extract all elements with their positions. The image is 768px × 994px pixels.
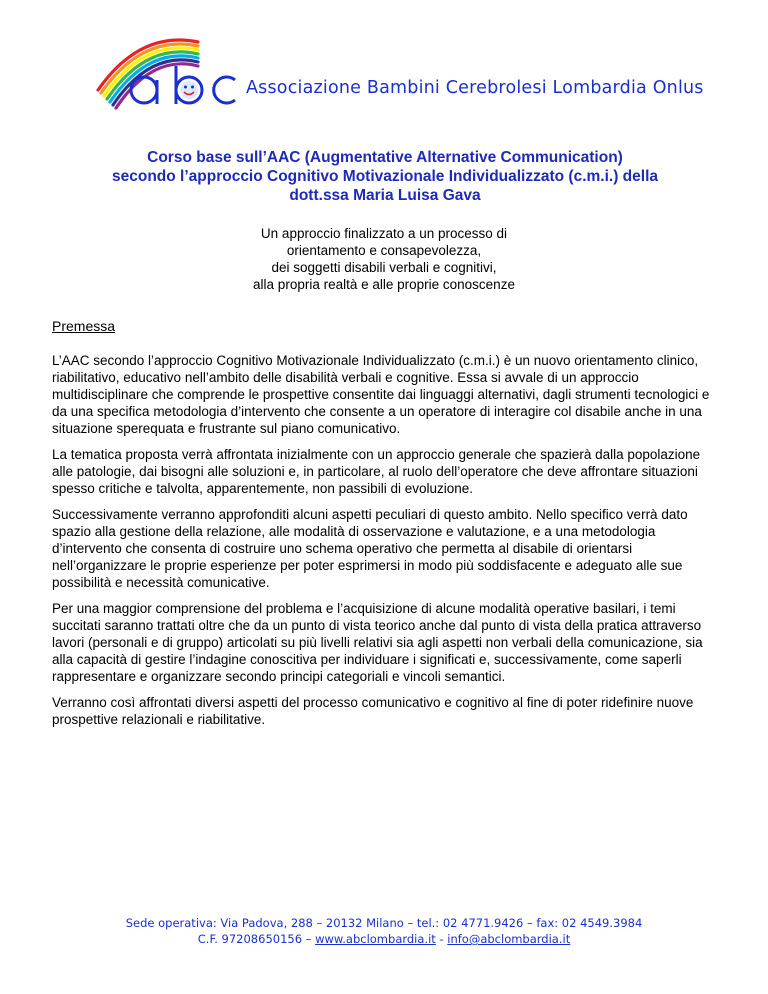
paragraph: L’AAC secondo l’approccio Cognitivo Motivazionale Individualizzato (c.m.i.) è un nuovo orientamento clinico, riabilitativo, educativo nell’ambito delle disabilità verbali e cognitive. Essa si avvale di un approccio multidisciplinare che comprende le prospettive consentite dai linguaggi alternativi, dagli strumenti tecnologici e da una specifica metodologia d’intervento che consente a un operatore di interagire col disabile anche in una situazione sperequata e frustrante sul piano comunicativo. bbox=[52, 353, 710, 436]
footer-address: Sede operativa: Via Padova, 288 – 20132 Milano – tel.: 02 4771.9426 – fax: 02 4549.3984 bbox=[125, 916, 643, 930]
footer-contacts bbox=[0, 931, 768, 947]
subtitle-line: orientamento e consapevolezza, bbox=[286, 243, 482, 258]
paragraph: La tematica proposta verrà affrontata inizialmente con un approccio generale che spazierà dalla popolazione alle patologie, dai bisogni alle soluzioni e, in particolare, al ruolo dell’operatore che deve affrontare situazioni spesso critiche e talvolta, apparentemente, non passibili di evoluzione. bbox=[52, 447, 701, 496]
paragraph: Verranno così affrontati diversi aspetti del processo comunicativo e cognitivo al fine di poter ridefinire nuove prospettive relazionali e riabilitative. bbox=[52, 695, 694, 727]
letterhead bbox=[90, 32, 730, 112]
smiley-face-icon bbox=[180, 81, 198, 99]
subtitle-line: dei soggetti disabili verbali e cognitivi, bbox=[271, 260, 497, 275]
paragraph: Per una maggior comprensione del problema e l’acquisizione di alcune modalità operative basilari, i temi succitati saranno trattati oltre che da un punto di vista teorico anche dal punto di vista della pratica attraverso lavori (personali e di gruppo) articolati su più livelli relativi sia agli aspetti non verbali della comunicazione, sia alla capacità di gestire l’indagine conoscitiva per individuare i significati e, successivamente, come saperli rappresentare e organizzare secondo principi categoriali e vincoli semantici. bbox=[52, 601, 703, 684]
title-line: Corso base sull’AAC (Augmentative Alternative Communication) bbox=[147, 149, 623, 166]
fiscal-code: C.F. 97208650156 – bbox=[197, 932, 316, 946]
rainbow-arc bbox=[98, 40, 198, 108]
title-line: dott.ssa Maria Luisa Gava bbox=[289, 187, 481, 204]
document-subtitle bbox=[184, 225, 584, 293]
footer-separator: - bbox=[435, 932, 448, 946]
document-title bbox=[60, 148, 710, 205]
title-line: secondo l’approccio Cognitivo Motivazionale Individualizzato (c.m.i.) della bbox=[111, 168, 658, 185]
section-heading: Premessa bbox=[52, 318, 116, 334]
email-link[interactable]: info@abclombardia.it bbox=[447, 932, 571, 946]
paragraph: Successivamente verranno approfonditi alcuni aspetti peculiari di questo ambito. Nello specifico verrà dato spazio alla gestione della relazione, alle modalità di osservazione e valutazione, e a una metodologia d’intervento che consenta di costruire uno schema operativo che permetta al disabile di orientarsi nell’organizzare le proprie esperienze per poter esprimersi in modo più soddisfacente e adeguato alle sue possibilità e necessità comunicative. bbox=[52, 507, 688, 590]
abc-rainbow-logo bbox=[90, 32, 250, 112]
body-text bbox=[52, 352, 718, 737]
association-name: Associazione Bambini Cerebrolesi Lombardia Onlus bbox=[246, 78, 704, 98]
website-link[interactable]: www.abclombardia.it bbox=[315, 932, 436, 946]
subtitle-line: alla propria realtà e alle proprie conoscenze bbox=[253, 277, 515, 292]
footer bbox=[0, 915, 768, 947]
subtitle-line: Un approccio finalizzato a un processo di bbox=[260, 226, 508, 241]
